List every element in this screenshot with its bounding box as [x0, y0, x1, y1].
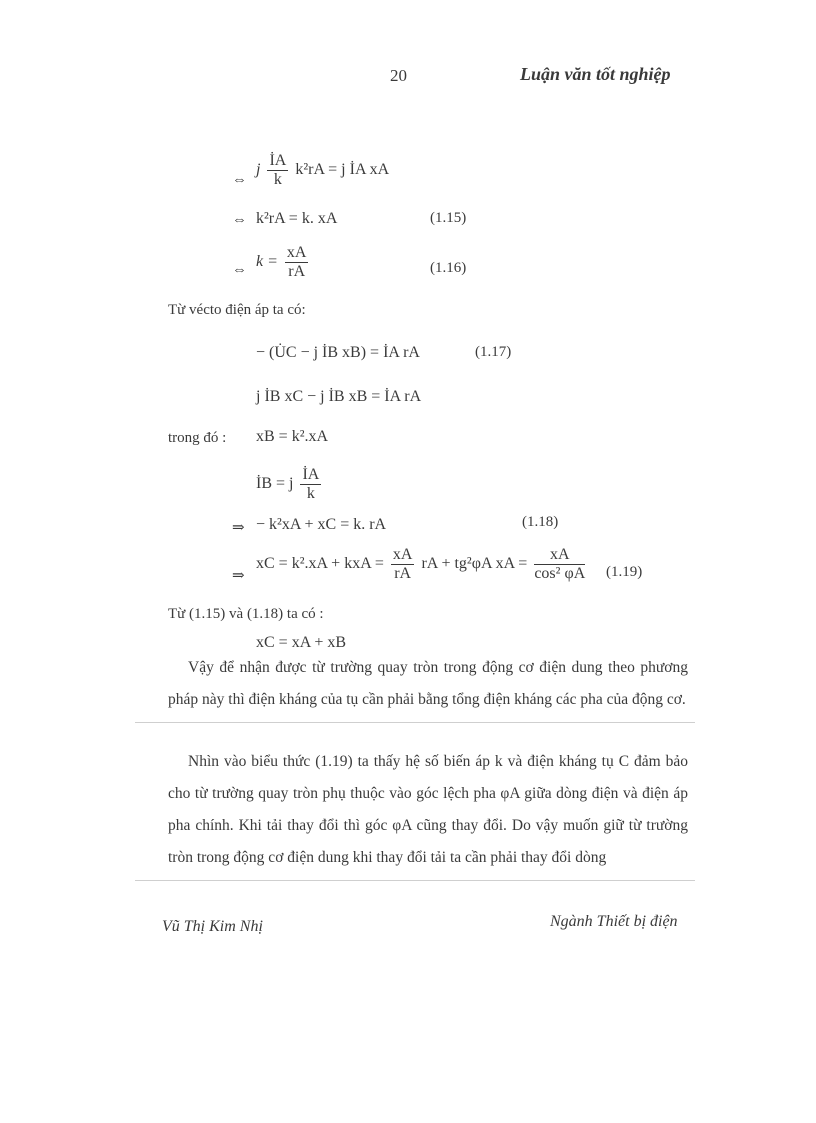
- equation-text: xC = k².xA + kxA =: [256, 555, 384, 573]
- fraction-denominator: rA: [288, 263, 306, 280]
- equation-number-1-19: (1.19): [606, 564, 643, 580]
- fraction-denominator: k: [306, 485, 315, 502]
- fraction-denominator: k: [273, 171, 282, 188]
- equation-1-16: [256, 244, 311, 281]
- fraction: [391, 546, 415, 583]
- text-tu-115: Từ (1.15) và (1.18) ta có :: [168, 606, 324, 622]
- footer-author: Vũ Thị Kim Nhị: [162, 918, 263, 935]
- fraction: [534, 546, 585, 583]
- paragraph-2: [168, 746, 688, 874]
- fraction-numerator: İA: [269, 152, 287, 169]
- fraction-numerator: xA: [392, 546, 413, 563]
- equation-1-19: [256, 546, 588, 583]
- equation-xb: xB = k².xA: [256, 428, 329, 445]
- equation-ib: [256, 466, 324, 503]
- equation-number-1-16: (1.16): [430, 260, 467, 276]
- equation-text: rA + tg²φA xA =: [421, 555, 528, 573]
- implies-symbol: ⇒: [232, 568, 245, 584]
- equation-text: k²rA = j İA xA: [295, 161, 390, 179]
- divider: [135, 722, 695, 723]
- fraction-numerator: xA: [286, 244, 307, 261]
- iff-symbol: ⇔: [232, 212, 247, 228]
- fraction: [267, 152, 288, 189]
- equation-lhs: İB = j: [256, 475, 294, 493]
- fraction: [285, 244, 309, 281]
- equation-number-1-15: (1.15): [430, 210, 467, 226]
- fraction-denominator: rA: [394, 565, 412, 582]
- iff-symbol: ⇔: [232, 172, 247, 188]
- equation-1-15: k²rA = k. xA: [256, 210, 338, 227]
- paragraph-text: Nhìn vào biểu thức (1.19) ta thấy hệ số biến áp k và điện kháng tụ C đảm bảo cho từ trường quay tròn phụ thuộc vào góc lệch pha φA giữa dòng điện và điện áp pha chính. Khi tải thay đổi thì góc φA cũng thay đổi. Do vậy muốn giữ từ trường tròn trong động cơ điện dung khi thay đổi tải ta cần phải thay đổi dòng: [168, 753, 688, 866]
- equation-1-18: − k²xA + xC = k. rA: [256, 516, 387, 533]
- equation-1-17: − (U̇C − j İB xB) = İA rA: [256, 344, 420, 361]
- equation-a: j $\frac{İA}{k}$ k²rA = j İA xA: [256, 152, 390, 188]
- equation-1-17b: j İB xC − j İB xB = İA rA: [256, 388, 422, 405]
- header-title: Luận văn tốt nghiệp: [520, 64, 671, 84]
- fraction-numerator: xA: [534, 546, 585, 565]
- text-vecto: Từ vécto điện áp ta có:: [168, 302, 306, 318]
- text-trong-do: trong đó :: [168, 430, 227, 446]
- iff-symbol: ⇔: [232, 262, 247, 278]
- equation-lhs: k =: [256, 253, 278, 271]
- footer-department: Ngành Thiết bị điện: [550, 913, 678, 930]
- page-number: 20: [390, 66, 407, 85]
- fraction-numerator: İA: [302, 466, 320, 483]
- paragraph-text: Vậy để nhận được từ trường quay tròn trong động cơ điện dung theo phương pháp này thì điện kháng của tụ cần phải bằng tổng điện kháng các pha của động cơ.: [168, 659, 688, 708]
- fraction: [300, 466, 321, 503]
- fraction-denominator: cos² φA: [534, 565, 586, 582]
- implies-symbol: ⇒: [232, 520, 245, 536]
- equation-number-1-18: (1.18): [522, 514, 559, 530]
- equation-number-1-17: (1.17): [475, 344, 512, 360]
- divider: [135, 880, 695, 881]
- equation-xc: xC = xA + xB: [256, 634, 347, 651]
- paragraph-1: [168, 652, 688, 716]
